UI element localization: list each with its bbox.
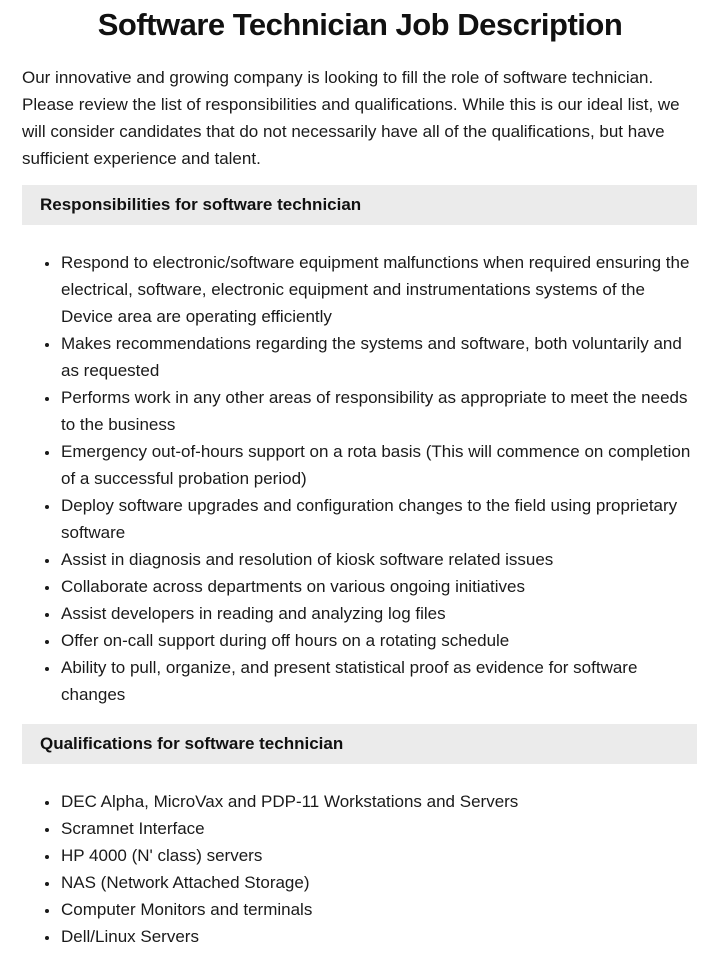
page-title: Software Technician Job Description bbox=[97, 7, 623, 42]
list-item: • Emergency out-of-hours support on a rota basis (This will commence on completion of a successful probation period) bbox=[60, 438, 693, 492]
section-header-qualifications-label: Qualifications for software technician bbox=[40, 734, 344, 753]
list-item: • DEC Alpha, MicroVax and PDP-11 Workstations and Servers bbox=[60, 788, 693, 815]
section-header-qualifications bbox=[22, 724, 697, 764]
section-header-responsibilities-label: Responsibilities for software technician bbox=[40, 195, 362, 214]
list-item: • Dell/Linux Servers bbox=[60, 923, 693, 950]
qualifications-list bbox=[22, 788, 693, 950]
intro-paragraph: Our innovative and growing company is looking to fill the role of software technician. Please review the list of responsibilities and qualifications. While this is our ideal list, we will consider candidates that do not necessarily have all of the qualifications, but have sufficient experience and talent. bbox=[22, 68, 680, 168]
list-item: • Offer on-call support during off hours on a rotating schedule bbox=[60, 627, 693, 654]
list-item: • Respond to electronic/software equipment malfunctions when required ensuring the electrical, software, electronic equipment and instrumentations systems of the Device area are operating efficiently bbox=[60, 249, 693, 330]
list-item: • Makes recommendations regarding the systems and software, both voluntarily and as requested bbox=[60, 330, 693, 384]
list-item: • Deploy software upgrades and configuration changes to the field using proprietary software bbox=[60, 492, 693, 546]
list-item: • HP 4000 (N' class) servers bbox=[60, 842, 693, 869]
list-item: • Assist developers in reading and analyzing log files bbox=[60, 600, 693, 627]
list-item: • Performs work in any other areas of responsibility as appropriate to meet the needs to the business bbox=[60, 384, 693, 438]
list-item: • Scramnet Interface bbox=[60, 815, 693, 842]
list-item: • Collaborate across departments on various ongoing initiatives bbox=[60, 573, 693, 600]
list-item: • Computer Monitors and terminals bbox=[60, 896, 693, 923]
section-header-responsibilities bbox=[22, 185, 697, 225]
list-item: • NAS (Network Attached Storage) bbox=[60, 869, 693, 896]
list-item: • Ability to pull, organize, and present statistical proof as evidence for software changes bbox=[60, 654, 693, 708]
responsibilities-list bbox=[22, 249, 693, 708]
list-item: • Assist in diagnosis and resolution of kiosk software related issues bbox=[60, 546, 693, 573]
